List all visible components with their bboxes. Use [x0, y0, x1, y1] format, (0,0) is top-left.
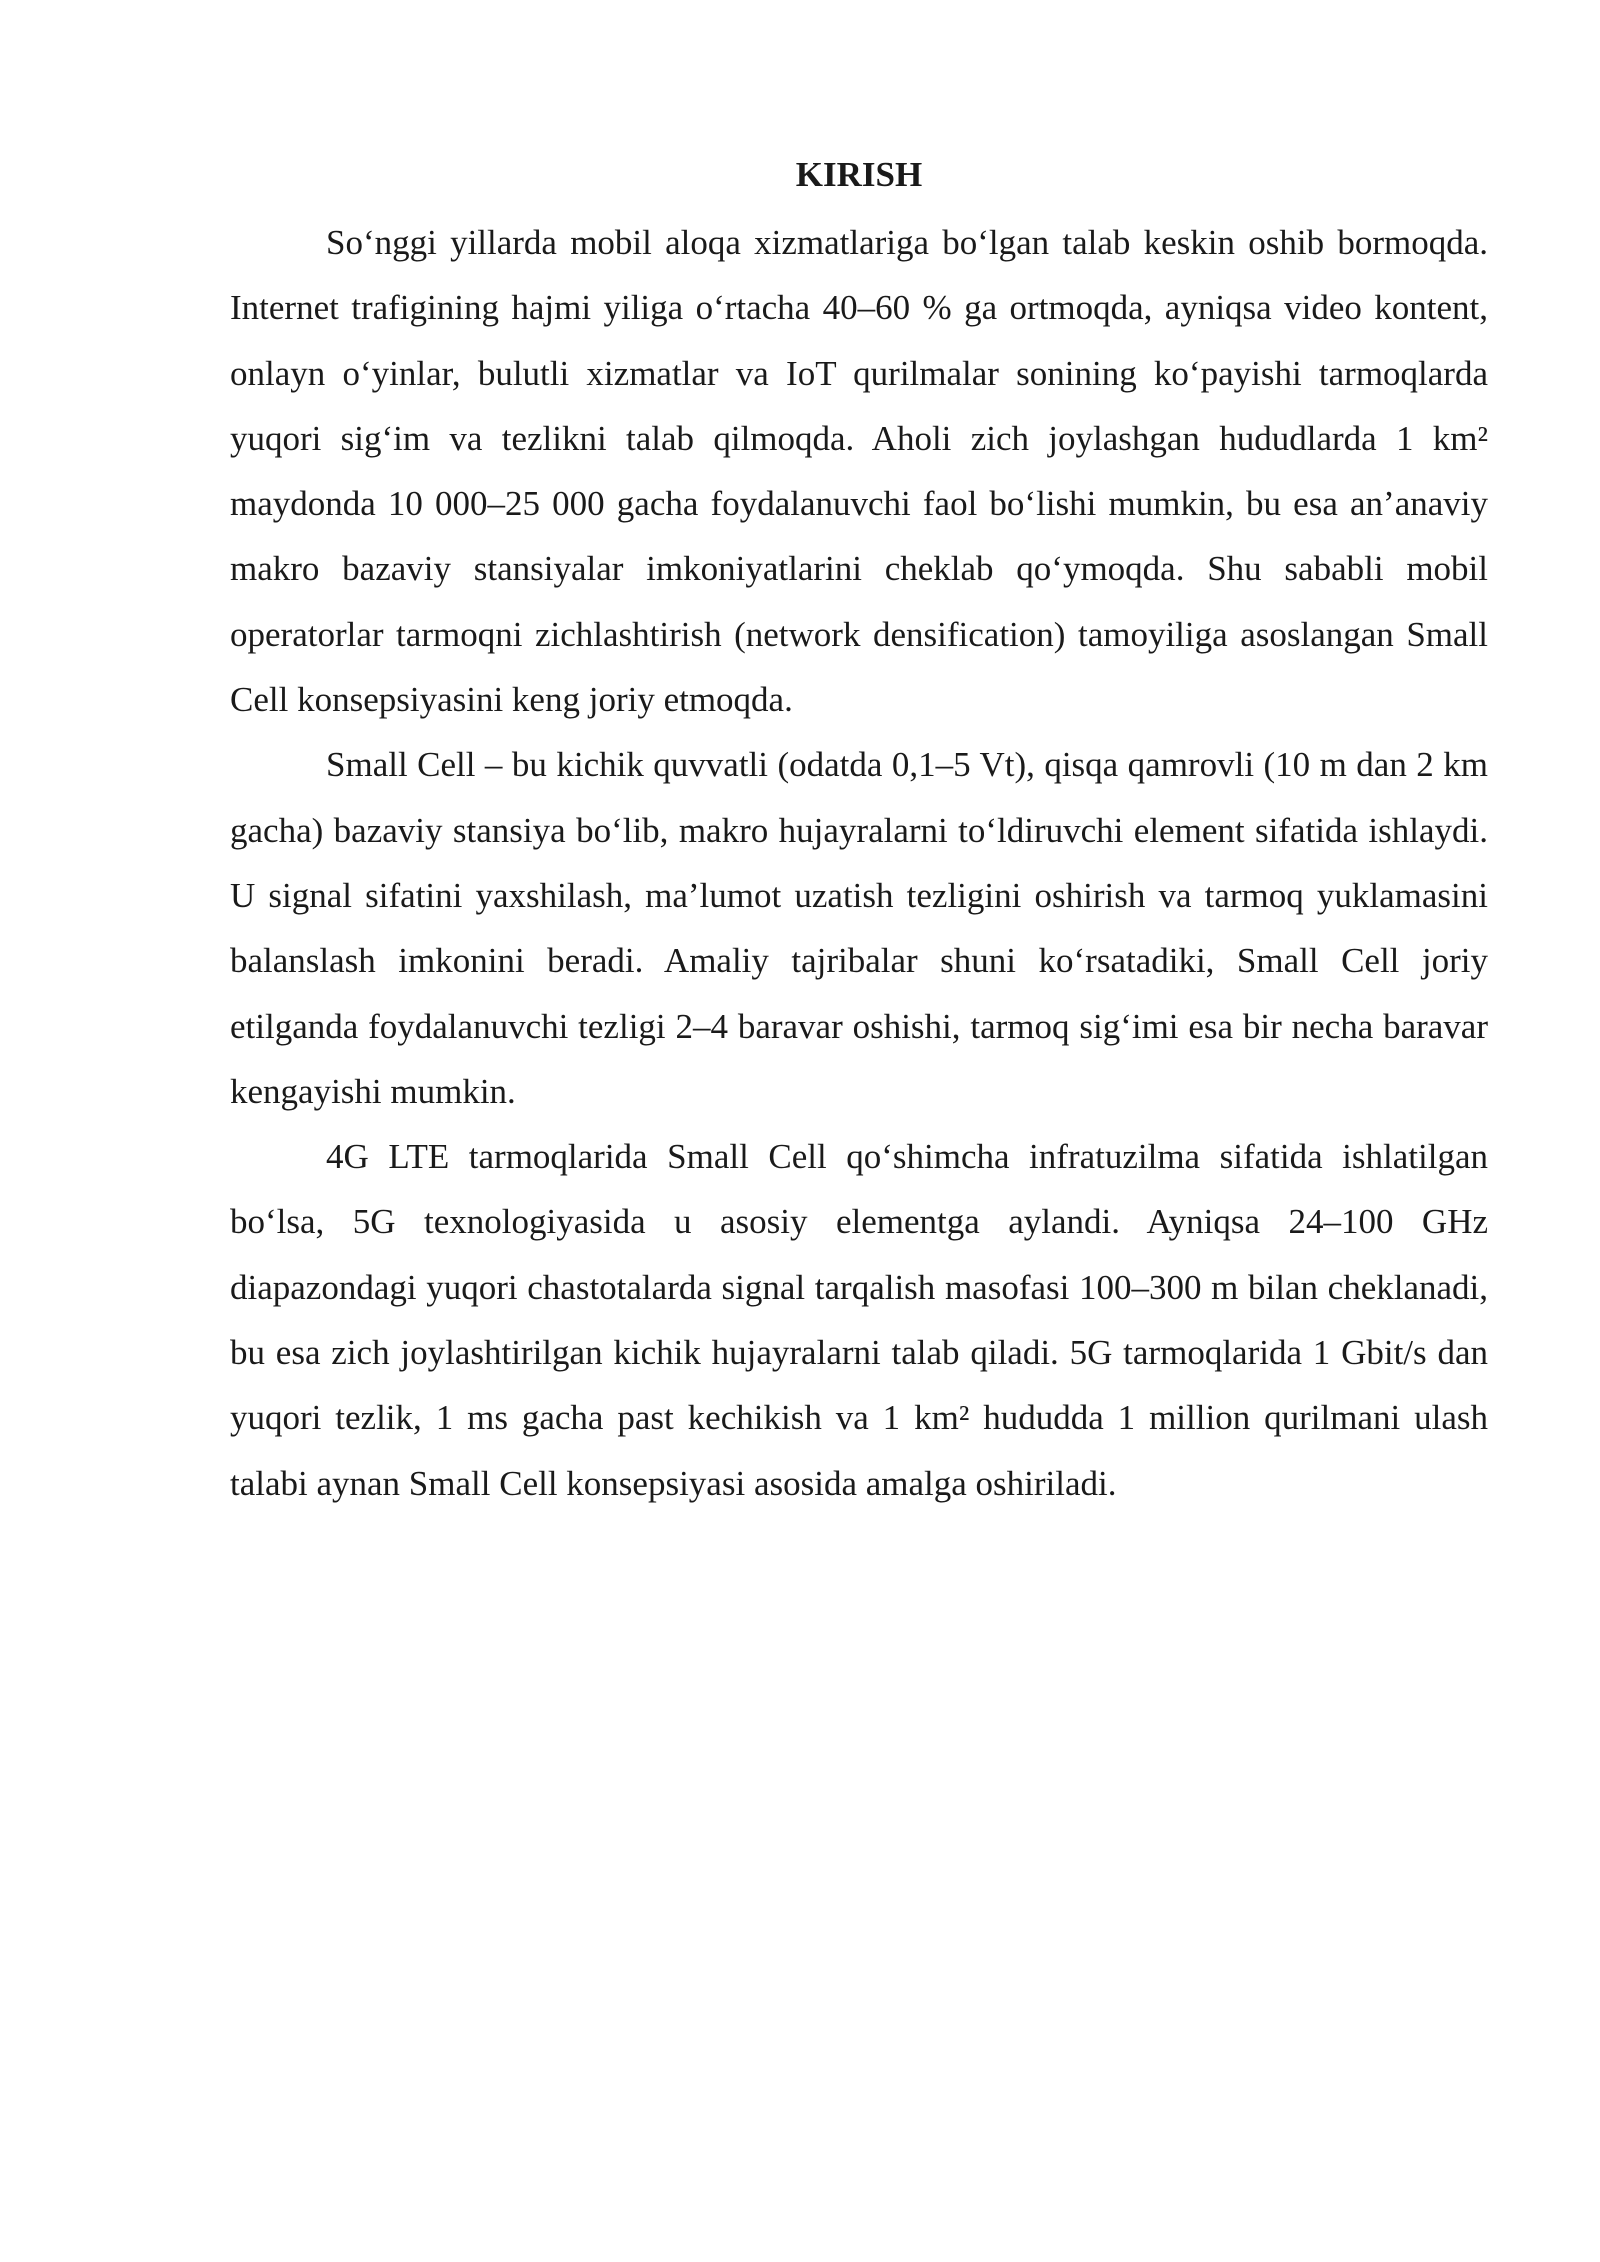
paragraph-3: 4G LTE tarmoqlarida Small Cell qo‘shimcha infratuzilma sifatida ishlatilgan bo‘lsa, 5G texnologiyasida u asosiy elementga aylandi. Ayniqsa 24–100 GHz diapazondagi yuqori chastotalarda signal tarqalish masofasi 100–300 m bilan cheklanadi, bu esa zich joylashtirilgan kichik hujayralarni talab qiladi. 5G tarmoqlarida 1 Gbit/s dan yuqori tezlik, 1 ms gacha past kechikish va 1 km² hududda 1 million qurilmani ulash talabi aynan Small Cell konsepsiyasi asosida amalga oshiriladi. [230, 1137, 1488, 1503]
paragraph-2: Small Cell – bu kichik quvvatli (odatda 0,1–5 Vt), qisqa qamrovli (10 m dan 2 km gacha) bazaviy stansiya bo‘lib, makro hujayralarni to‘ldiruvchi element sifatida ishlaydi. U signal sifatini yaxshilash, ma’lumot uzatish tezligini oshirish va tarmoq yuklamasini balanslash imkonini beradi. Amaliy tajribalar shuni ko‘rsatadiki, Small Cell joriy etilganda foydalanuvchi tezligi 2–4 baravar oshishi, tarmoq sig‘imi esa bir necha baravar kengayishi mumkin. [230, 745, 1488, 1111]
document-body [230, 150, 1488, 1516]
section-title: KIRISH [795, 155, 923, 194]
paragraph-1: So‘nggi yillarda mobil aloqa xizmatlariga bo‘lgan talab keskin oshib bormoqda. Internet trafigining hajmi yiliga o‘rtacha 40–60 % ga ortmoqda, ayniqsa video kontent, onlayn o‘yinlar, bulutli xizmatlar va IoT qurilmalar sonining ko‘payishi tarmoqlarda yuqori sig‘im va tezlikni talab qilmoqda. Aholi zich joylashgan hududlarda 1 km² maydonda 10 000–25 000 gacha foydalanuvchi faol bo‘lishi mumkin, bu esa an’anaviy makro bazaviy stansiyalar imkoniyatlarini cheklab qo‘ymoqda. Shu sababli mobil operatorlar tarmoqni zichlashtirish (network densification) tamoyiliga asoslangan Small Cell konsepsiyasini keng joriy etmoqda. [230, 223, 1488, 720]
